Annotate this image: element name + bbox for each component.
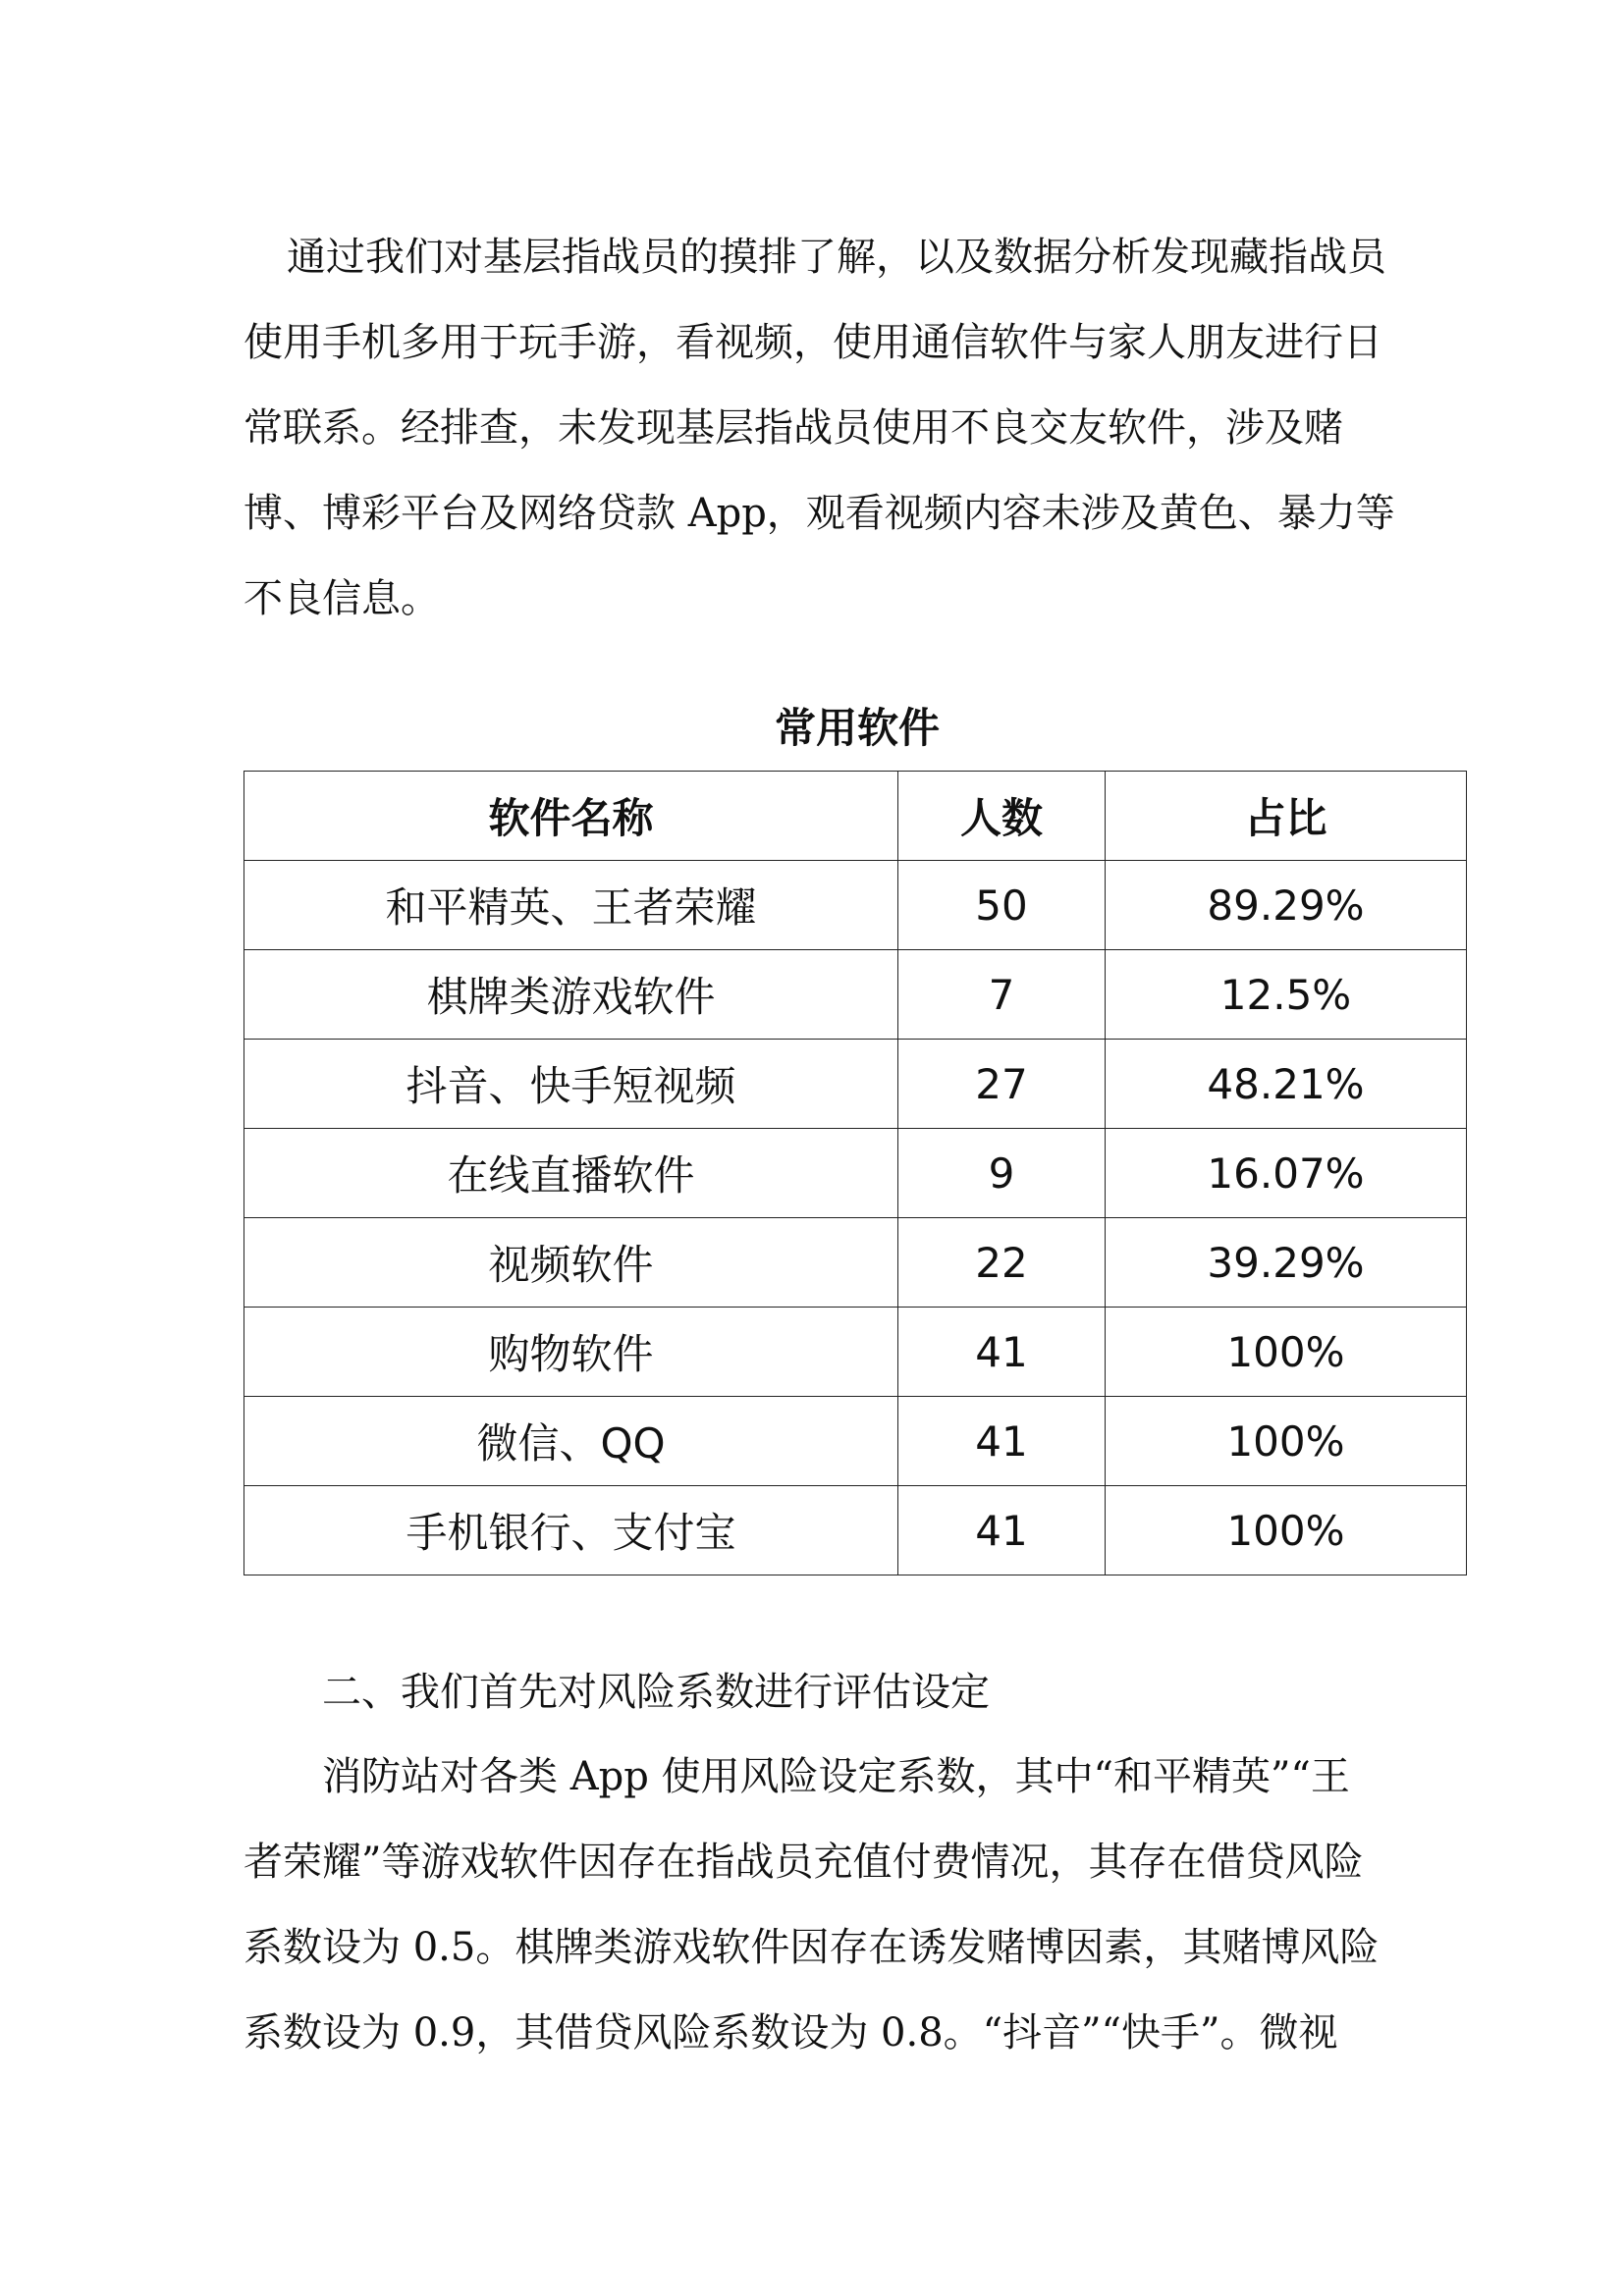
cell-ratio: 89.29% [1106,861,1467,950]
cell-ratio: 100% [1106,1486,1467,1575]
cell-ratio: 39.29% [1106,1218,1467,1308]
table-row [244,950,1467,1040]
cell-software-name: 微信、QQ [244,1397,898,1486]
table-row [244,1397,1467,1486]
table-row [244,1486,1467,1575]
cell-ratio: 100% [1106,1397,1467,1486]
common-software-table [244,771,1467,1575]
cell-ratio: 16.07% [1106,1129,1467,1218]
table-row [244,1218,1467,1308]
cell-count: 27 [898,1040,1106,1129]
intro-line-5: 不良信息。 [244,576,440,621]
cell-count: 7 [898,950,1106,1040]
cell-count: 9 [898,1129,1106,1218]
header-count: 人数 [898,772,1106,861]
intro-line-4: 博、博彩平台及网络贷款 App，观看视频内容未涉及黄色、暴力等 [244,491,1395,536]
intro-line-3: 常联系。经排查，未发现基层指战员使用不良交友软件，涉及赌 [244,405,1343,451]
risk-line-1: 消防站对各类 App 使用风险设定系数，其中“和平精英”“王 [322,1754,1350,1799]
cell-software-name: 棋牌类游戏软件 [244,950,898,1040]
header-software-name: 软件名称 [244,772,898,861]
cell-software-name: 购物软件 [244,1308,898,1397]
cell-software-name: 抖音、快手短视频 [244,1040,898,1129]
cell-software-name: 视频软件 [244,1218,898,1308]
table-header-row [244,772,1467,861]
header-ratio: 占比 [1106,772,1467,861]
cell-count: 41 [898,1308,1106,1397]
table-row [244,1129,1467,1218]
risk-line-4: 系数设为 0.9，其借贷风险系数设为 0.8。“抖音”“快手”。微视 [244,2010,1338,2056]
cell-software-name: 手机银行、支付宝 [244,1486,898,1575]
cell-count: 22 [898,1218,1106,1308]
cell-count: 50 [898,861,1106,950]
section-heading-text: 二、我们首先对风险系数进行评估设定 [322,1670,990,1715]
cell-count: 41 [898,1397,1106,1486]
intro-line-2: 使用手机多用于玩手游，看视频，使用通信软件与家人朋友进行日 [244,320,1382,365]
risk-line-3: 系数设为 0.5。棋牌类游戏软件因存在诱发赌博因素，其赌博风险 [244,1925,1380,1970]
cell-software-name: 和平精英、王者荣耀 [244,861,898,950]
cell-ratio: 48.21% [1106,1040,1467,1129]
cell-count: 41 [898,1486,1106,1575]
table-caption: 常用软件 [774,704,940,752]
intro-line-1: 通过我们对基层指战员的摸排了解，以及数据分析发现藏指战员 [287,235,1386,280]
table-row [244,1308,1467,1397]
table-row [244,861,1467,950]
cell-ratio: 12.5% [1106,950,1467,1040]
table-row [244,1040,1467,1129]
risk-line-2: 者荣耀”等游戏软件因存在指战员充值付费情况，其存在借贷风险 [244,1840,1364,1885]
cell-ratio: 100% [1106,1308,1467,1397]
cell-software-name: 在线直播软件 [244,1129,898,1218]
